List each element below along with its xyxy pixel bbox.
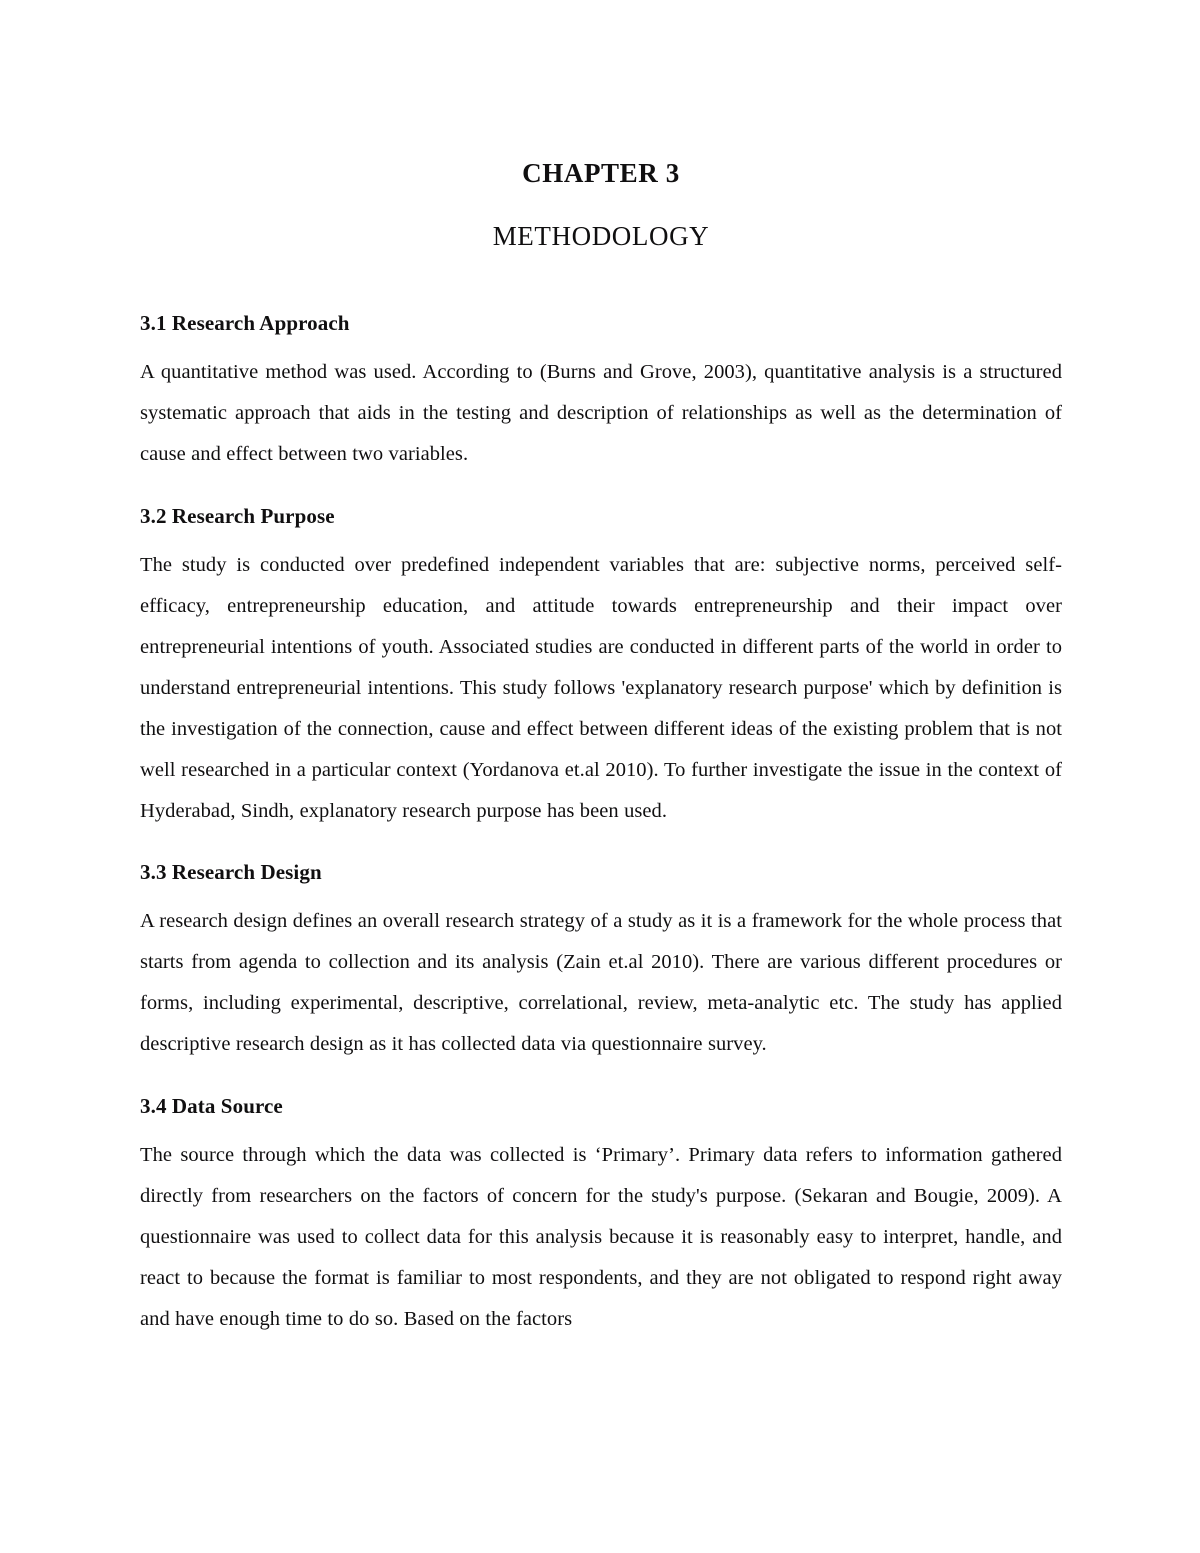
section-research-purpose — [140, 506, 1062, 832]
page-content — [140, 0, 1062, 1340]
section-research-approach — [140, 313, 1062, 475]
page-title: CHAPTER 3 — [522, 158, 680, 188]
section-body-3-2: The study is conducted over predefined independent variables that are: subjective norms, perceived self-efficacy, entrepreneurship education, and attitude towards entrepreneurship and their impact over entrepreneurial intentions of youth. Associated studies are conducted in different parts of the world in order to understand entrepreneurial intentions. This study follows 'explanatory research purpose' which by definition is the investigation of the connection, cause and effect between different ideas of the existing problem that is not well researched in a particular context (Yordanova et.al 2010). To further investigate the issue in the context of Hyderabad, Sindh, explanatory research purpose has been used. — [140, 554, 1062, 822]
section-heading-3-3: 3.3 Research Design — [140, 860, 322, 884]
page-subtitle: METHODOLOGY — [492, 221, 710, 251]
section-body-3-3: A research design defines an overall research strategy of a study as it is a framework for the whole process that starts from agenda to collection and its analysis (Zain et.al 2010). There are various different procedures or forms, including experimental, descriptive, correlational, review, meta-analytic etc. The study has applied descriptive research design as it has collected data via questionnaire survey. — [140, 910, 1062, 1055]
section-data-source — [140, 1096, 1062, 1340]
section-research-design — [140, 862, 1062, 1065]
section-heading-3-1: 3.1 Research Approach — [140, 311, 350, 335]
section-heading-3-4: 3.4 Data Source — [140, 1094, 283, 1118]
section-body-3-4: The source through which the data was collected is ‘Primary’. Primary data refers to information gathered directly from researchers on the factors of concern for the study's purpose. (Sekaran and Bougie, 2009). A questionnaire was used to collect data for this analysis because it is reasonably easy to interpret, handle, and react to because the format is familiar to most respondents, and they are not obligated to respond right away and have enough time to do so. Based on the factors — [140, 1144, 1062, 1330]
section-body-3-1: A quantitative method was used. According to (Burns and Grove, 2003), quantitative analysis is a structured systematic approach that aids in the testing and description of relationships as well as the determination of cause and effect between two variables. — [140, 361, 1062, 465]
section-heading-3-2: 3.2 Research Purpose — [140, 504, 335, 528]
